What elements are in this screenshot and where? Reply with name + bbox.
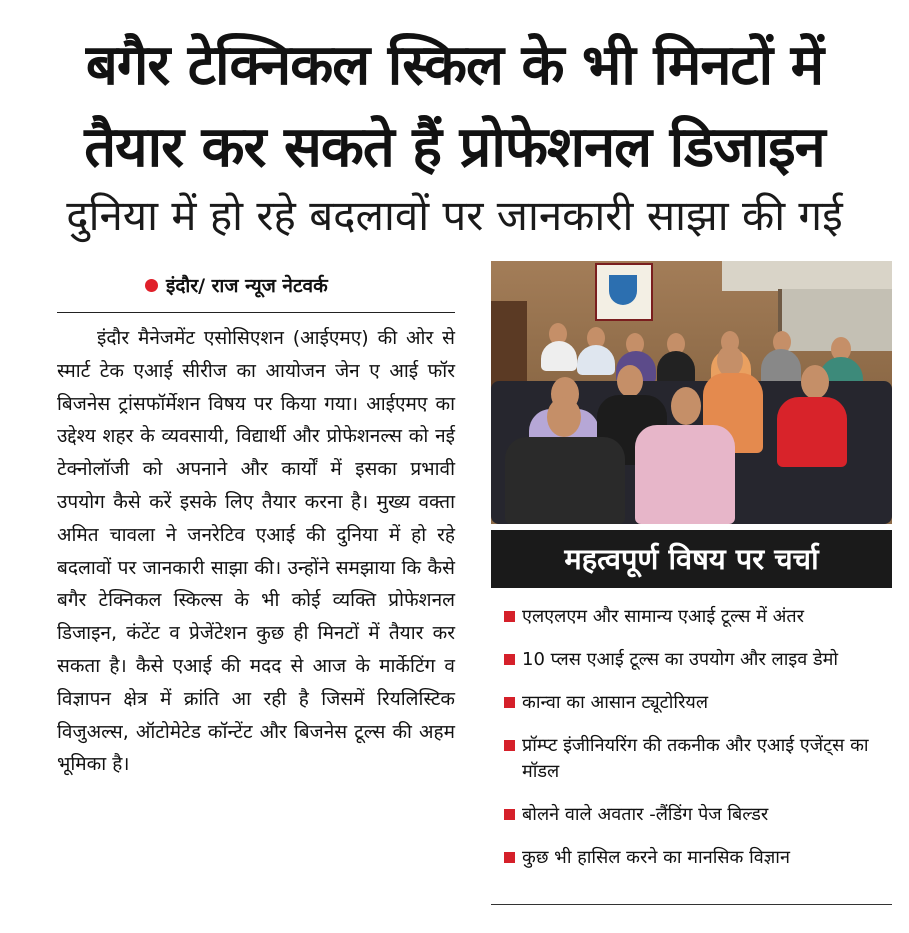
headline-line-1: बगैर टेक्निकल स्किल के भी मिनटों में [85, 33, 824, 98]
square-bullet-icon [504, 611, 515, 622]
red-dot-icon [145, 279, 158, 292]
crest-logo-icon [595, 263, 653, 321]
topics-list [504, 604, 889, 888]
divider [57, 312, 455, 313]
square-bullet-icon [504, 852, 515, 863]
subheadline: दुनिया में हो रहे बदलावों पर जानकारी साझा की गई [66, 191, 843, 240]
topics-title: महत्वपूर्ण विषय पर चर्चा [491, 530, 892, 588]
event-photo [491, 261, 892, 524]
square-bullet-icon [504, 697, 515, 708]
byline-text: इंदौर/ राज न्यूज नेटवर्क [166, 275, 328, 297]
square-bullet-icon [504, 740, 515, 751]
square-bullet-icon [504, 654, 515, 665]
list-item: बोलने वाले अवतार -लैंडिंग पेज बिल्डर [504, 802, 889, 828]
list-item: प्रॉम्प्ट इंजीनियरिंग की तकनीक और एआई एजेंट्स का मॉडल [504, 733, 889, 785]
byline [145, 272, 328, 298]
list-item: कान्वा का आसान ट्यूटोरियल [504, 690, 889, 716]
article-paragraph: इंदौर मैनेजमेंट एसोसिएशन (आईएमए) की ओर से स्मार्ट टेक एआई सीरीज का आयोजन जेन ए आई फॉर बिजनेस ट्रांसफॉर्मेशन विषय पर किया गया। आईएमए का उद्देश्य शहर के व्यवसायी, विद्यार्थी और प्रोफेशनल्स को नई टेक्नोलॉजी को अपनाने और कार्यों में इसका प्रभावी उपयोग कैसे करें इसके लिए तैयार करना है। मुख्य वक्ता अमित चावला ने जनरेटिव एआई की दुनिया में हो रहे बदलावों पर जानकारी साझा की। उन्होंने समझाया कि कैसे बगैर टेक्निकल स्किल्स के भी कोई व्यक्ति प्रोफेशनल डिजाइन, कंटेंट व प्रेजेंटेशन कुछ ही मिनटों में तैयार कर सकता है। कैसे एआई की मदद से आज के मार्केटिंग व विज्ञापन क्षेत्र में क्रांति आ रही है जिसमें रियलिस्टिक विजुअल्स, ऑटोमेटेड कॉन्टेंट और बिजनेस टूल्स की अहम भूमिका है। [57, 327, 455, 776]
list-item: एलएलएम और सामान्य एआई टूल्स में अंतर [504, 604, 889, 630]
topics-box [491, 530, 892, 905]
list-item: 10 प्लस एआई टूल्स का उपयोग और लाइव डेमो [504, 647, 889, 673]
square-bullet-icon [504, 809, 515, 820]
list-item: कुछ भी हासिल करने का मानसिक विज्ञान [504, 845, 889, 871]
headline-line-2: तैयार कर सकते हैं प्रोफेशनल डिजाइन [84, 115, 825, 180]
article-body [57, 322, 455, 781]
